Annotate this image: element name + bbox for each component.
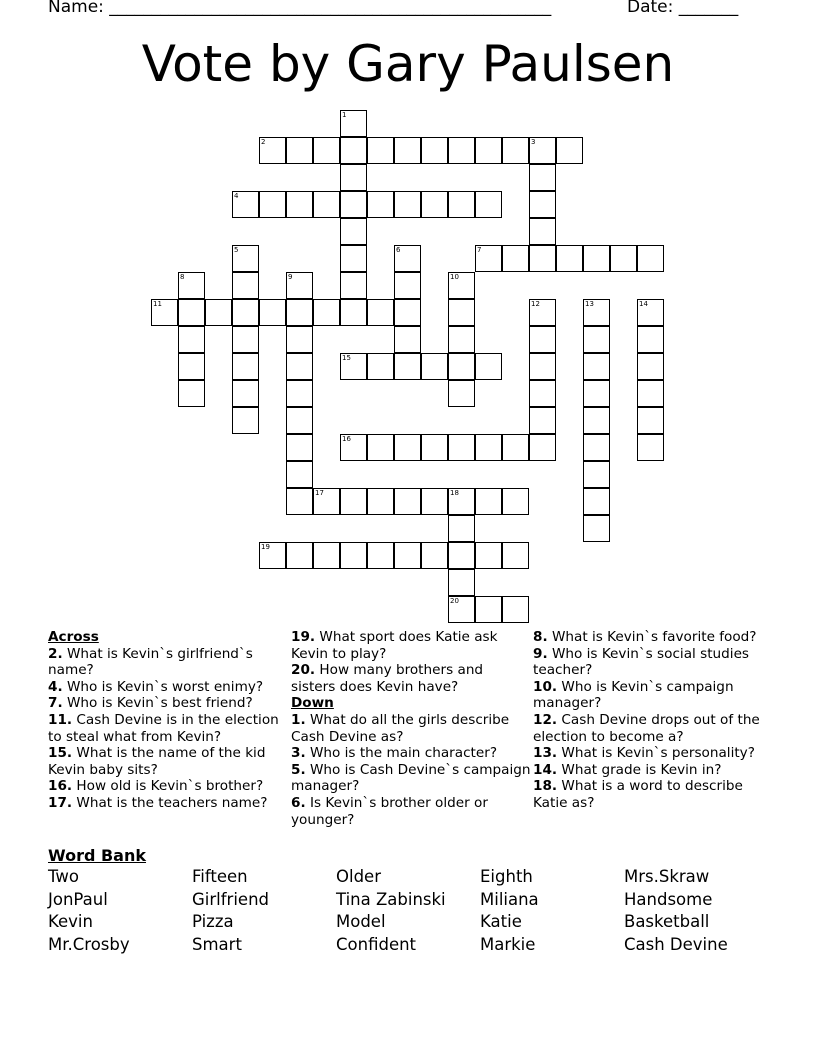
grid-cell[interactable] — [529, 353, 556, 380]
grid-cell[interactable] — [259, 299, 286, 326]
grid-cell[interactable] — [637, 326, 664, 353]
clue-number: 11. — [48, 711, 73, 728]
clue-number: 13. — [533, 745, 558, 762]
clue-item — [48, 795, 288, 812]
grid-cell[interactable] — [340, 488, 367, 515]
grid-cell[interactable] — [556, 245, 583, 272]
clue-text: Cash Devine is in the election to steal what from Kevin? — [48, 711, 279, 745]
clues-column-3 — [533, 629, 773, 812]
grid-cell[interactable] — [178, 299, 205, 326]
grid-cell[interactable] — [637, 299, 664, 326]
clue-number: 10 — [450, 273, 459, 281]
clue-number: 5. — [291, 761, 306, 778]
grid-cell[interactable] — [340, 272, 367, 299]
clue-number: 18. — [533, 778, 558, 795]
clue-number: 1 — [342, 111, 347, 119]
clue-number: 10. — [533, 678, 558, 695]
word-bank-title: Word Bank — [48, 846, 147, 865]
word-bank-word: Eighth — [480, 867, 533, 886]
grid-cell[interactable] — [583, 326, 610, 353]
grid-cell[interactable] — [367, 137, 394, 164]
clue-text: How old is Kevin`s brother? — [72, 778, 264, 795]
grid-cell[interactable] — [475, 488, 502, 515]
grid-cell[interactable] — [394, 434, 421, 461]
clues-column-1 — [48, 629, 288, 812]
word-bank-word: Two — [48, 867, 79, 886]
grid-cell[interactable] — [178, 380, 205, 407]
grid-cell[interactable] — [394, 299, 421, 326]
clue-text: Is Kevin`s brother older or younger? — [291, 794, 488, 828]
word-bank-word: Kevin — [48, 912, 93, 931]
grid-cell[interactable] — [340, 191, 367, 218]
word-bank-word: Smart — [192, 934, 242, 954]
clue-number: 4. — [48, 678, 63, 695]
clue-number: 19 — [261, 543, 270, 551]
word-bank-word: Fifteen — [192, 867, 248, 886]
word-bank-word: Older — [336, 867, 381, 886]
grid-cell[interactable] — [232, 191, 259, 218]
date-field-label: Date: _______ — [627, 0, 739, 17]
clue-number: 20. — [291, 662, 316, 679]
grid-cell[interactable] — [610, 245, 637, 272]
grid-cell[interactable] — [421, 191, 448, 218]
clue-number: 7. — [48, 695, 63, 712]
grid-cell[interactable] — [394, 191, 421, 218]
clue-number: 6 — [396, 246, 401, 254]
grid-cell[interactable] — [232, 353, 259, 380]
grid-cell[interactable] — [475, 137, 502, 164]
grid-cell[interactable] — [448, 488, 475, 515]
grid-cell[interactable] — [583, 380, 610, 407]
word-bank-word: Mrs.Skraw — [624, 867, 710, 886]
word-bank-word: JonPaul — [48, 889, 108, 909]
grid-cell[interactable] — [475, 245, 502, 272]
clue-item — [291, 712, 531, 745]
clue-section-heading: Down — [291, 695, 334, 712]
grid-cell[interactable] — [232, 299, 259, 326]
clue-item — [48, 712, 288, 745]
clue-text: How many brothers and sisters does Kevin have? — [291, 662, 484, 695]
clue-number: 15. — [48, 745, 73, 762]
grid-cell[interactable] — [448, 272, 475, 299]
clue-number: 9 — [288, 273, 293, 281]
clue-number: 3 — [531, 138, 536, 146]
word-bank-word: Basketball — [624, 912, 710, 931]
grid-cell[interactable] — [286, 191, 313, 218]
grid-cell[interactable] — [421, 137, 448, 164]
clue-text: Who is Kevin`s worst enimy? — [62, 678, 264, 695]
grid-cell[interactable] — [421, 353, 448, 380]
word-bank-word: Confident — [336, 934, 417, 954]
clue-section-heading: Across — [48, 629, 99, 645]
grid-cell[interactable] — [394, 542, 421, 569]
clue-number: 12. — [533, 711, 558, 728]
grid-cell[interactable] — [178, 272, 205, 299]
grid-cell[interactable] — [367, 191, 394, 218]
grid-cell[interactable] — [502, 488, 529, 515]
word-bank-word: Handsome — [624, 889, 713, 909]
clue-number: 4 — [234, 192, 239, 200]
grid-cell[interactable] — [529, 218, 556, 245]
clue-number: 3. — [291, 745, 306, 762]
clue-item — [533, 712, 773, 745]
grid-cell[interactable] — [475, 434, 502, 461]
clue-number: 8. — [533, 629, 548, 645]
grid-cell[interactable] — [529, 407, 556, 434]
clue-number: 14 — [639, 300, 648, 308]
word-bank-word: Cash Devine — [624, 934, 728, 954]
clue-number: 9. — [533, 645, 548, 662]
grid-cell[interactable] — [340, 434, 367, 461]
grid-cell[interactable] — [529, 434, 556, 461]
grid-cell[interactable] — [529, 191, 556, 218]
clue-number: 11 — [153, 300, 162, 308]
grid-cell[interactable] — [340, 245, 367, 272]
clue-text: Who is Cash Devine`s campaign manager? — [291, 761, 531, 795]
grid-cell[interactable] — [286, 380, 313, 407]
grid-cell[interactable] — [367, 299, 394, 326]
grid-cell[interactable] — [340, 164, 367, 191]
grid-cell[interactable] — [340, 218, 367, 245]
grid-cell[interactable] — [286, 299, 313, 326]
grid-cell[interactable] — [529, 164, 556, 191]
clue-item — [291, 795, 531, 828]
clue-text: What sport does Katie ask Kevin to play? — [291, 629, 498, 662]
grid-cell[interactable] — [286, 353, 313, 380]
clue-text: What is the teachers name? — [72, 794, 268, 811]
grid-cell[interactable] — [502, 434, 529, 461]
grid-cell[interactable] — [232, 245, 259, 272]
grid-cell[interactable] — [583, 515, 610, 542]
grid-cell[interactable] — [367, 434, 394, 461]
grid-cell[interactable] — [340, 353, 367, 380]
clue-number: 7 — [477, 246, 482, 254]
grid-cell[interactable] — [232, 326, 259, 353]
word-bank-word: Miliana — [480, 889, 539, 909]
grid-cell[interactable] — [394, 272, 421, 299]
grid-cell[interactable] — [313, 488, 340, 515]
grid-cell[interactable] — [448, 515, 475, 542]
grid-cell[interactable] — [583, 488, 610, 515]
clue-number: 19. — [291, 629, 316, 645]
grid-cell[interactable] — [340, 542, 367, 569]
clue-item — [533, 679, 773, 712]
grid-cell[interactable] — [448, 137, 475, 164]
grid-cell[interactable] — [448, 326, 475, 353]
grid-cell[interactable] — [394, 137, 421, 164]
grid-cell[interactable] — [232, 407, 259, 434]
grid-cell[interactable] — [286, 137, 313, 164]
clue-number: 20 — [450, 597, 459, 605]
clue-number: 13 — [585, 300, 594, 308]
grid-cell[interactable] — [367, 488, 394, 515]
grid-cell[interactable] — [340, 110, 367, 137]
clue-number: 17 — [315, 489, 324, 497]
clue-item — [533, 646, 773, 679]
grid-cell[interactable] — [313, 191, 340, 218]
clue-text: Who is Kevin`s campaign manager? — [533, 678, 734, 712]
clue-text: What is Kevin`s favorite food? — [547, 629, 757, 645]
page-title: Vote by Gary Paulsen — [141, 35, 675, 93]
name-field-label: Name: ____________________________________________________ — [48, 0, 552, 17]
grid-cell[interactable] — [394, 245, 421, 272]
grid-cell[interactable] — [205, 299, 232, 326]
grid-cell[interactable] — [556, 137, 583, 164]
grid-cell[interactable] — [529, 299, 556, 326]
clue-text: Cash Devine drops out of the election to become a? — [533, 711, 760, 745]
grid-cell[interactable] — [367, 542, 394, 569]
grid-cell[interactable] — [232, 380, 259, 407]
grid-cell[interactable] — [286, 272, 313, 299]
grid-cell[interactable] — [286, 434, 313, 461]
clue-number: 18 — [450, 489, 459, 497]
grid-cell[interactable] — [502, 245, 529, 272]
grid-cell[interactable] — [367, 353, 394, 380]
clue-item — [48, 679, 288, 696]
clue-item — [48, 745, 288, 778]
grid-cell[interactable] — [637, 353, 664, 380]
clue-number: 17. — [48, 794, 73, 811]
word-bank-word: Pizza — [192, 912, 234, 931]
grid-cell[interactable] — [421, 434, 448, 461]
grid-cell[interactable] — [529, 137, 556, 164]
grid-cell[interactable] — [448, 596, 475, 623]
word-bank-word: Girlfriend — [192, 889, 269, 909]
grid-cell[interactable] — [475, 596, 502, 623]
grid-cell[interactable] — [583, 245, 610, 272]
clue-item — [291, 629, 531, 662]
grid-cell[interactable] — [421, 542, 448, 569]
grid-cell[interactable] — [286, 461, 313, 488]
grid-cell[interactable] — [502, 596, 529, 623]
grid-cell[interactable] — [448, 542, 475, 569]
grid-cell[interactable] — [448, 569, 475, 596]
clue-item — [48, 695, 288, 712]
grid-cell[interactable] — [448, 380, 475, 407]
word-bank-word: Model — [336, 912, 386, 931]
clue-item — [291, 662, 531, 695]
clue-text: Who is Kevin`s social studies teacher? — [533, 645, 750, 679]
grid-cell[interactable] — [475, 542, 502, 569]
clue-item — [533, 762, 773, 779]
clue-text: Who is the main character? — [305, 745, 498, 762]
grid-cell[interactable] — [259, 191, 286, 218]
grid-cell[interactable] — [637, 380, 664, 407]
clue-text: What is the name of the kid Kevin baby sits? — [48, 745, 266, 778]
clue-number: 8 — [180, 273, 185, 281]
grid-cell[interactable] — [529, 245, 556, 272]
grid-cell[interactable] — [583, 461, 610, 488]
clue-item — [291, 762, 531, 795]
grid-cell[interactable] — [286, 488, 313, 515]
clue-number: 16. — [48, 778, 73, 795]
clue-item — [48, 646, 288, 679]
clue-number: 5 — [234, 246, 239, 254]
word-bank-word: Katie — [480, 912, 522, 931]
grid-cell[interactable] — [475, 353, 502, 380]
clue-item — [533, 745, 773, 762]
grid-cell[interactable] — [394, 488, 421, 515]
grid-cell[interactable] — [394, 326, 421, 353]
word-bank-word: Mr.Crosby — [48, 934, 130, 954]
grid-cell[interactable] — [151, 299, 178, 326]
grid-cell[interactable] — [529, 326, 556, 353]
grid-cell[interactable] — [340, 137, 367, 164]
grid-cell[interactable] — [286, 542, 313, 569]
grid-cell[interactable] — [637, 407, 664, 434]
grid-cell[interactable] — [529, 380, 556, 407]
clue-number: 2 — [261, 138, 266, 146]
clue-text: Who is Kevin`s best friend? — [62, 695, 253, 712]
grid-cell[interactable] — [313, 542, 340, 569]
clue-item — [533, 778, 773, 811]
clue-item — [291, 745, 531, 762]
clue-text: What is Kevin`s girlfriend`s name? — [48, 645, 253, 679]
clue-item — [533, 629, 773, 646]
grid-cell[interactable] — [637, 434, 664, 461]
grid-cell[interactable] — [178, 326, 205, 353]
clue-text: What is a word to describe Katie as? — [533, 778, 743, 811]
clue-text: What do all the girls describe Cash Devine as? — [291, 711, 510, 745]
grid-cell[interactable] — [448, 353, 475, 380]
clues-column-2 — [291, 629, 531, 828]
grid-cell[interactable] — [394, 353, 421, 380]
grid-cell[interactable] — [340, 299, 367, 326]
grid-cell[interactable] — [421, 488, 448, 515]
clue-number: 6. — [291, 794, 306, 811]
grid-cell[interactable] — [232, 272, 259, 299]
clue-text: What is Kevin`s personality? — [557, 745, 755, 762]
clue-number: 2. — [48, 645, 63, 662]
clue-item — [48, 778, 288, 795]
grid-cell[interactable] — [583, 353, 610, 380]
grid-cell[interactable] — [448, 434, 475, 461]
word-bank-word: Markie — [480, 934, 536, 954]
grid-cell[interactable] — [286, 407, 313, 434]
grid-cell[interactable] — [583, 407, 610, 434]
grid-cell[interactable] — [259, 542, 286, 569]
grid-cell[interactable] — [448, 191, 475, 218]
clue-text: What grade is Kevin in? — [557, 761, 722, 778]
grid-cell[interactable] — [475, 191, 502, 218]
grid-cell[interactable] — [502, 137, 529, 164]
clue-number: 12 — [531, 300, 540, 308]
grid-cell[interactable] — [502, 542, 529, 569]
grid-cell[interactable] — [637, 245, 664, 272]
grid-cell[interactable] — [313, 299, 340, 326]
grid-cell[interactable] — [448, 299, 475, 326]
clue-number: 15 — [342, 354, 351, 362]
grid-cell[interactable] — [583, 434, 610, 461]
grid-cell[interactable] — [313, 137, 340, 164]
grid-cell[interactable] — [259, 137, 286, 164]
grid-cell[interactable] — [178, 353, 205, 380]
clue-number: 16 — [342, 435, 351, 443]
clue-number: 1. — [291, 711, 306, 728]
word-bank-word: Tina Zabinski — [336, 889, 446, 909]
grid-cell[interactable] — [286, 326, 313, 353]
grid-cell[interactable] — [583, 299, 610, 326]
clue-number: 14. — [533, 761, 558, 778]
